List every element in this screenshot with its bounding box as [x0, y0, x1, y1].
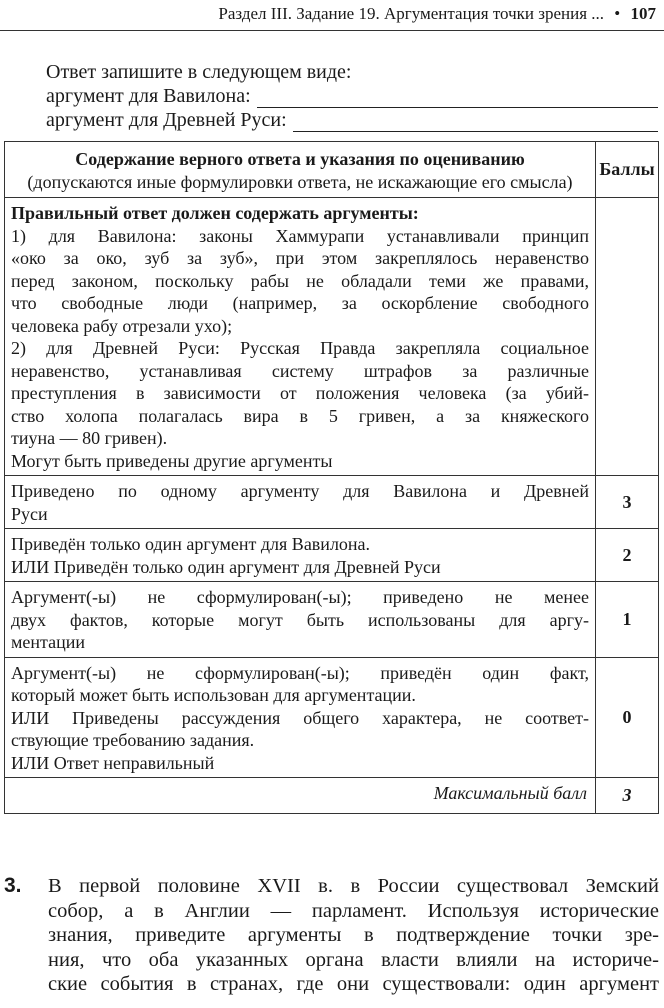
task-line: ния, что оба указанных органа власти влияли на историче- — [48, 948, 659, 971]
correct-line: перед законом, поскольку рабы не обладали теми же правами, — [11, 270, 589, 291]
correct-line: преступления в зависимости от положения человека (за убий- — [11, 383, 589, 403]
answer-format-intro: Ответ запишите в следующем виде: — [46, 61, 352, 83]
criterion-text — [5, 657, 596, 778]
correct-line: неравенство, устанавливая систему штрафов за различные — [11, 360, 589, 381]
answer-line-babylon-blank — [257, 89, 658, 108]
criterion-text — [5, 476, 596, 529]
criterion-score: 3 — [596, 476, 659, 529]
correct-line: 1) для Вавилона: законы Хаммурапи устанавливали принцип — [11, 225, 589, 246]
criterion-line: ментации — [11, 632, 85, 652]
table-header-row — [5, 142, 659, 198]
answer-line-rus — [46, 108, 658, 132]
answer-line-rus-blank — [293, 113, 658, 132]
section-title: Раздел III. Задание 19. Аргументация точки зрения ... — [218, 4, 605, 23]
table-header-note: (допускаются иные формулировки ответа, не искажающие его смысла) — [27, 171, 573, 192]
correct-line: ство холопа полагалась вира в 5 гривен, а за княжеского — [11, 405, 589, 426]
correct-answer-score-cell — [596, 198, 659, 476]
criterion-score: 1 — [596, 582, 659, 658]
correct-line: Могут быть приведены другие аргументы — [11, 450, 333, 471]
criterion-line: Приведено по одному аргументу для Вавилона и Древней — [11, 481, 589, 501]
task-line: ские события в странах, где они существовали: один аргумент — [48, 973, 659, 996]
correct-line: тиуна — 80 гривен). — [11, 428, 168, 448]
criterion-row-0 — [5, 657, 659, 778]
max-score-label: Максимальный балл — [5, 778, 596, 814]
answer-line-babylon — [46, 84, 658, 108]
criterion-line: Аргумент(-ы) не сформулирован(-ы); приведено не менее — [11, 587, 589, 607]
criterion-line: Приведён только один аргумент для Вавилона. — [11, 534, 371, 554]
page-number: 107 — [630, 4, 656, 23]
criterion-line: ИЛИ Приведены рассуждения общего характера, не соответ- — [11, 707, 589, 728]
correct-line: что свободные люди (например, за оскорбление свободного — [11, 293, 589, 313]
task-line: В первой половине XVII в. в России существовал Земский — [48, 875, 659, 897]
table-header-content — [5, 142, 596, 198]
criterion-line: Руси — [11, 503, 48, 524]
max-score-row — [5, 778, 659, 814]
running-header — [0, 0, 664, 31]
task-text — [48, 874, 659, 997]
table-header-score: Баллы — [596, 142, 659, 198]
table-header-title: Содержание верного ответа и указания по оцениванию — [75, 149, 525, 169]
answer-format — [46, 60, 658, 132]
criterion-text — [5, 582, 596, 658]
task-number: 3. — [4, 874, 22, 897]
scoring-table — [4, 141, 659, 814]
criterion-line: Аргумент(-ы) не сформулирован(-ы); приведён один факт, — [11, 662, 589, 683]
correct-line: 2) для Древней Руси: Русская Правда закрепляла социальное — [11, 338, 589, 358]
max-score-value: 3 — [596, 778, 659, 814]
correct-answer-cell — [5, 198, 596, 476]
task-3 — [4, 874, 659, 997]
criterion-text — [5, 529, 596, 582]
criterion-row-1 — [5, 582, 659, 658]
correct-answer-row — [5, 198, 659, 476]
correct-line: «око за око, зуб за зуб», при этом закреплялось неравенство — [11, 248, 589, 268]
running-header-text — [218, 4, 656, 24]
criterion-line: ИЛИ Ответ неправильный — [11, 752, 215, 773]
task-line: собор, а в Англии — парламент. Используя исторические — [48, 899, 659, 922]
answer-line-babylon-label: аргумент для Вавилона: — [46, 85, 251, 107]
correct-answer-title: Правильный ответ должен содержать аргументы: — [11, 203, 419, 223]
correct-line: человека рабу отрезали ухо); — [11, 315, 233, 336]
criterion-line: двух фактов, которые могут быть использованы для аргу- — [11, 609, 589, 630]
criterion-line: ИЛИ Приведён только один аргумент для Древней Руси — [11, 556, 441, 577]
bullet: • — [614, 4, 621, 23]
criterion-line: ствующие требованию задания. — [11, 730, 255, 750]
criterion-row-3 — [5, 476, 659, 529]
criterion-row-2 — [5, 529, 659, 582]
criterion-line: который может быть использован для аргументации. — [11, 685, 416, 705]
criterion-score: 0 — [596, 657, 659, 778]
task-line: знания, приведите аргументы в подтверждение точки зре- — [48, 924, 659, 947]
answer-line-rus-label: аргумент для Древней Руси: — [46, 109, 287, 131]
criterion-score: 2 — [596, 529, 659, 582]
